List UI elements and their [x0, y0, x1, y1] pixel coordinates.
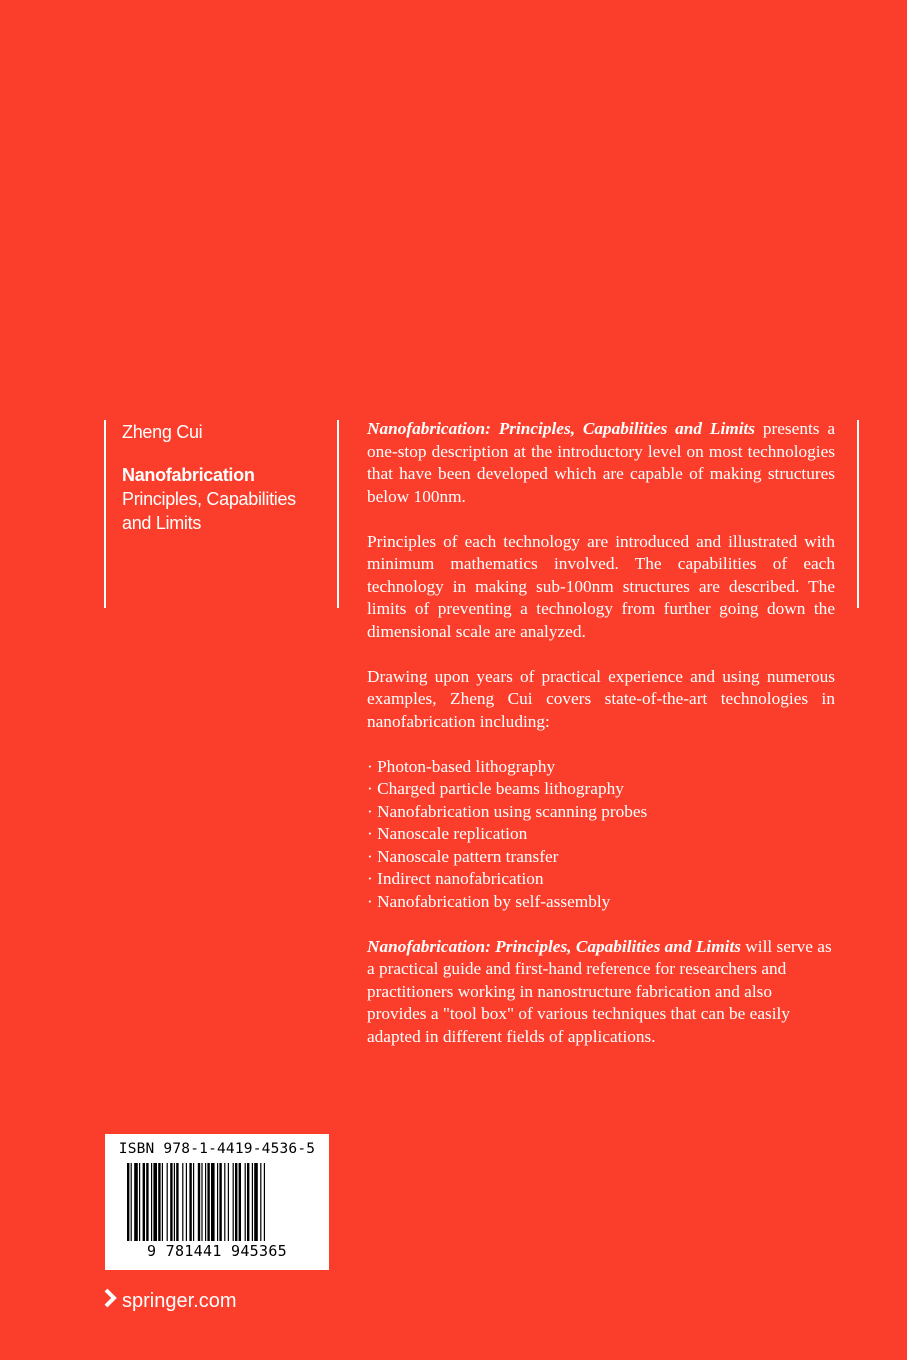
barcode-bar [247, 1163, 249, 1241]
barcode-bar [228, 1163, 229, 1241]
left-divider [104, 420, 106, 608]
barcode-bar [146, 1163, 148, 1241]
chevron-right-icon [104, 1288, 117, 1314]
description-paragraph-4 [367, 936, 835, 1049]
barcode-bar [182, 1163, 183, 1241]
barcode-bar [205, 1163, 206, 1241]
barcode-bar [143, 1163, 145, 1241]
barcode-bar [239, 1163, 241, 1241]
description-paragraph-2: Principles of each technology are introduced and illustrated with minimum mathematics involved. The capabilities of each technology in making sub-100nm structures are described. The limits of preventing a technology from further going down the dimensional scale are analyzed. [367, 531, 835, 641]
barcode-bar [134, 1163, 138, 1241]
book-title-emphasis: Nanofabrication: Principles, Capabilities and Limits [367, 936, 741, 956]
barcode-bar [167, 1163, 168, 1241]
barcode-bar [151, 1163, 152, 1241]
barcode-bar [211, 1163, 215, 1241]
publisher-link[interactable] [104, 1288, 237, 1314]
list-item: · Indirect nanofabrication [367, 869, 544, 888]
book-title-emphasis: Nanofabrication: Principles, Capabilities and Limits [367, 419, 756, 438]
barcode-bar [254, 1163, 258, 1241]
barcode-bar [219, 1163, 221, 1241]
barcode-bars [127, 1163, 307, 1241]
isbn-label: ISBN 978-1-4419-4536-5 [118, 1141, 316, 1157]
barcode-bar [245, 1163, 246, 1241]
list-item: · Charged particle beams lithography [367, 779, 624, 798]
isbn-barcode [105, 1134, 329, 1270]
barcode-bar [153, 1163, 157, 1241]
author-name: Zheng Cui [122, 422, 203, 442]
book-title: Nanofabrication [122, 465, 255, 485]
list-item: · Nanoscale replication [367, 824, 528, 843]
barcode-bar [252, 1163, 253, 1241]
paragraph-4-text: will serve as a practical guide and first-hand reference for researchers and practitioners working in nanostructure fabrication and also provides a "tool box" of various techniques that can be easily adapted in different fields of applications. [367, 936, 832, 1046]
barcode-bar [217, 1163, 218, 1241]
barcode-bar [127, 1163, 129, 1241]
barcode-bar [264, 1163, 265, 1241]
barcode-bar [174, 1163, 175, 1241]
book-subtitle-line-1: Principles, Capabilities [122, 489, 296, 509]
barcode-bar [170, 1163, 172, 1241]
barcode-bar [189, 1163, 191, 1241]
list-item: · Photon-based lithography [367, 756, 556, 776]
description-paragraph-1 [367, 418, 835, 508]
barcode-bar [198, 1163, 200, 1241]
middle-divider [337, 420, 339, 608]
barcode-bar [233, 1163, 234, 1241]
barcode-bar [260, 1163, 261, 1241]
barcode-bar [139, 1163, 140, 1241]
barcode-bar [186, 1163, 187, 1241]
description-paragraph-3: Drawing upon years of practical experience and using numerous examples, Zheng Cui covers state-of-the-art technologies in nanofabrication including: [367, 666, 835, 731]
book-subtitle-line-2: and Limits [122, 513, 202, 533]
list-item: · Nanoscale pattern transfer [367, 846, 559, 866]
barcode-bar [131, 1163, 132, 1241]
list-item: · Nanofabrication by self-assembly [367, 891, 611, 911]
publisher-url: springer.com [122, 1289, 237, 1312]
barcode-bar [176, 1163, 178, 1241]
technology-list [367, 756, 835, 914]
ean-digits: 9 781441 945365 [147, 1242, 287, 1260]
barcode-bar [224, 1163, 225, 1241]
barcode-bar [207, 1163, 209, 1241]
barcode-bar [158, 1163, 160, 1241]
barcode-bar [193, 1163, 194, 1241]
book-info [122, 420, 327, 535]
barcode-bar [235, 1163, 237, 1241]
paragraph-1-text: presents a one-stop description at the introductory level on most technologies that have been developed which are capable of making structures below 100nm. [367, 419, 835, 506]
barcode-bar [201, 1163, 202, 1241]
book-description [367, 418, 835, 1071]
list-item: · Nanofabrication using scanning probes [367, 801, 648, 821]
barcode-bar [162, 1163, 163, 1241]
right-divider [857, 420, 859, 608]
